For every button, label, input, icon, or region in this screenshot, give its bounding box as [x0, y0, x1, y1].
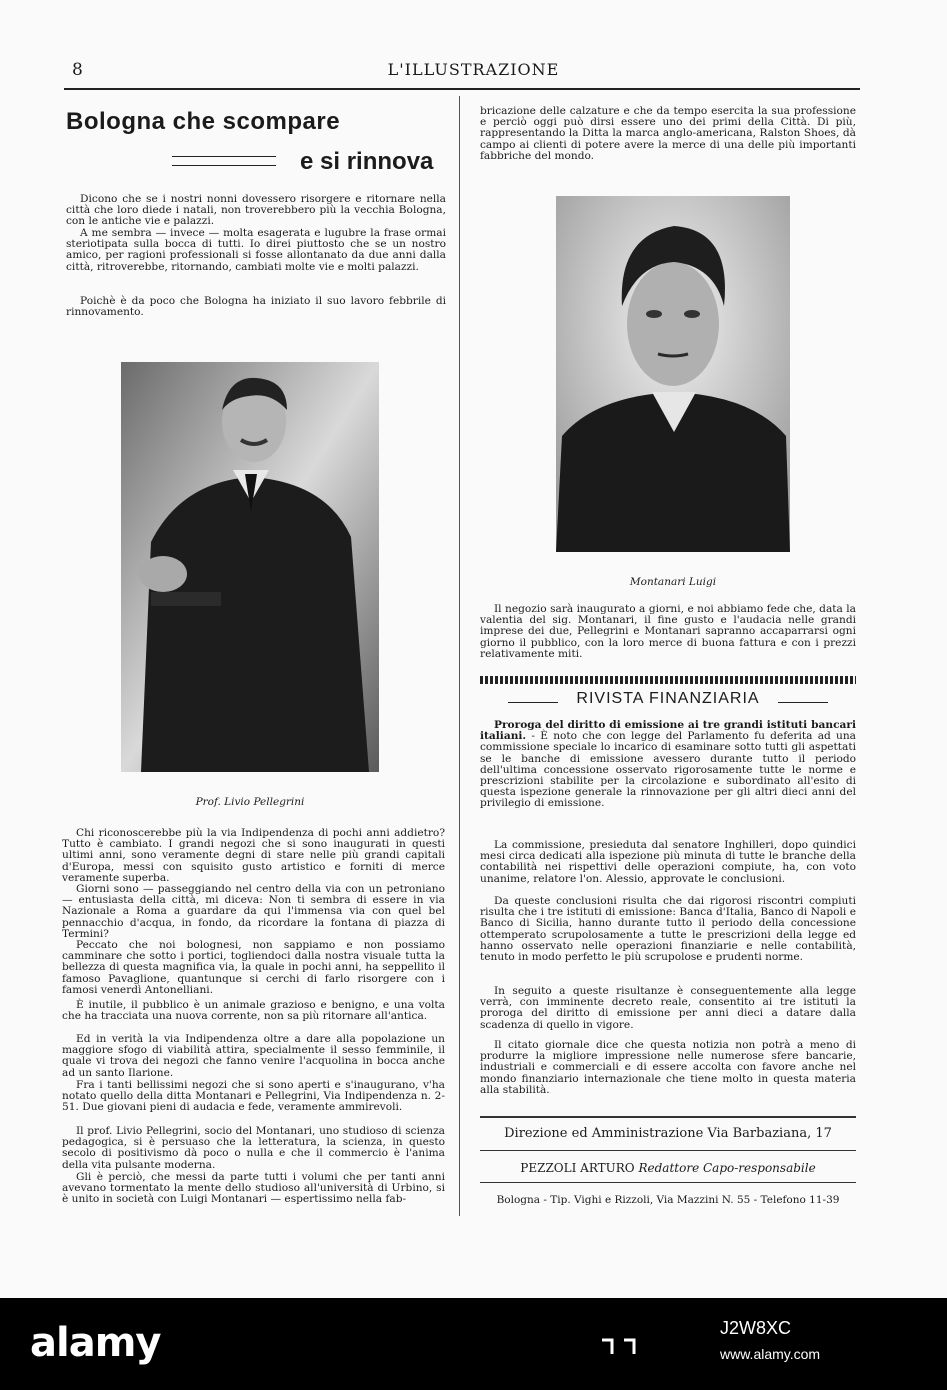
finance-heading: Proroga del diritto di emissione ai tre grandi istituti bancari italiani. [480, 719, 856, 743]
footer-rule-middle [480, 1150, 856, 1151]
portrait-illustration [121, 362, 379, 772]
portrait-illustration [556, 196, 790, 552]
finance-paragraph: La commissione, presieduta dal senatore Inghilleri, dopo quindici mesi circa dedicati alla ispezione più minuta di tutte le branche della contabilità nei rispettivi delle operazioni compiute, ha, con voto unanime, relatore l'on. Alessio, approvate le conclusioni. [480, 839, 856, 885]
body-paragraph: È inutile, il pubblico è un animale grazioso e benigno, e una volta che ha tracciata una nuova corrente, non sa più ritornare all'antica. [62, 999, 445, 1023]
title-rule-top [172, 156, 276, 157]
photo-caption-pellegrini: Prof. Livio Pellegrini [195, 796, 305, 808]
logo-trim-icon [600, 1336, 636, 1358]
title-rule-bottom [172, 165, 276, 166]
footer-printer: Bologna - Tip. Vighi e Rizzoli, Via Mazzini N. 55 - Telefono 11-39 [496, 1194, 840, 1206]
column-divider [459, 96, 460, 1216]
stock-logo: alamy [30, 1320, 161, 1366]
footer-rule-bottom [480, 1182, 856, 1183]
body-paragraph: Il prof. Livio Pellegrini, socio del Montanari, uno studioso di scienza pedagogica, si è persuaso che la letteratura, la scienza, in questo secolo di positivismo dà poco o nulla e che il commercio è l'anima della vita pulsante moderna. [62, 1125, 445, 1171]
article-title-line2: e si rinnova [300, 148, 434, 175]
article-title-line1: Bologna che scompare [66, 108, 341, 135]
footer-rule-top [480, 1116, 856, 1118]
stock-site-url: www.alamy.com [720, 1346, 821, 1362]
body-paragraph: Chi riconoscerebbe più la via Indipendenza di pochi anni addietro? Tutto è cambiato. I grandi negozi che si sono inaugurati in questi ultimi anni, sono veramente degni di stare nelle più grandi capitali d'Europa, messi con squisito gusto artistico e forniti di merce veramente superba. [62, 827, 445, 884]
portrait-photo-pellegrini [121, 362, 379, 772]
photo-caption-montanari: Montanari Luigi [629, 576, 717, 588]
intro-paragraph: Poichè è da poco che Bologna ha iniziato il suo lavoro febbrile di rinnovamento. [66, 295, 446, 319]
page-number: 8 [72, 60, 83, 80]
finance-paragraph: Da queste conclusioni risulta che dai rigorosi riscontri compiuti risulta che i tre istituti di emissione: Banca d'Italia, Banco di Napoli e Banco di Sicilia, hanno durante tutto il periodo della concessione ottemperato scrupolosamente a tutte le prescrizioni della legge ed hanno osservato nelle operazioni finanziarie e nelle contabilità, tenuto in modo perfetto le più scrupolose e prudenti norme. [480, 895, 856, 964]
editor-name: PEZZOLI ARTURO [520, 1161, 635, 1175]
finance-paragraph: Il citato giornale dice che questa notizia non potrà a meno di produrre la migliore impressione nelle numerose sfere bancarie, industriali e commerciali e di essere accolta con favore anche nel mondo finanziario internazionale che tiene molto in questa materia alla stabilità. [480, 1039, 856, 1096]
publication-header: L'ILLUSTRAZIONE [387, 60, 560, 79]
portrait-photo-montanari [556, 196, 790, 552]
stock-image-id: J2W8XC [720, 1318, 792, 1338]
finance-paragraph: Proroga del diritto di emissione ai tre grandi istituti bancari italiani. - È noto che con legge del Parlamento fu deferita ad una commissione speciale lo incarico di esaminare sotto tutti gli aspettati se le banche di emissione avessero durante tutto il periodo dell'ultima concessione osservato rigorosamente tutte le norme e prescrizioni stabilite per la circolazione e subordinato all'esito di questa ispezione generale la rinnovazione per gli altri dieci anni del privilegio di emissione. [480, 719, 857, 810]
ornamental-divider [480, 676, 856, 684]
body-paragraph: Gli è perciò, che messi da parte tutti i volumi che per tanti anni avevano tormentato la mente dello studioso all'università di Urbino, si è unito in società con Luigi Montanari — espertissimo nella fab- [62, 1171, 445, 1206]
body-paragraph: Ed in verità la via Indipendenza oltre a dare alla popolazione un maggiore sfogo di viabilità attira, specialmente il sesso femminile, il quale vi trova dei negozi che fanno venire l'acquolina in bocca anche ad un santo Ilarione. [62, 1033, 445, 1079]
after-photo-paragraph: Il negozio sarà inaugurato a giorni, e noi abbiamo fede che, data la valentia del sig. Montanari, il fine gusto e l'audacia nelle grandi imprese dei due, Pellegrini e Montanari sapranno accaparrarsi ogni giorno il pubblico, con la loro merce di buona fattura e con i prezzi relativamente miti. [480, 603, 856, 660]
footer-editor [480, 1161, 856, 1175]
editor-role: Redattore Capo-responsabile [638, 1161, 816, 1175]
continuation-paragraph: bricazione delle calzature e che da tempo esercita la sua professione e perciò oggi può dirsi essere uno dei primi della Città. Di più, rappresentando la Ditta la marca anglo-americana, Ralston Shoes, dà campo ai clienti di potere avere la merce di una delle più importanti fabbriche del mondo. [480, 105, 856, 162]
body-paragraph: Peccato che noi bolognesi, non sappiamo e non possiamo camminare che sotto i portici, togliendoci dalla nostra visuale tutta la bellezza di questa magnifica via, la quale in pochi anni, ha seppellito il famoso Pavaglione, quantunque si cerchi di farlo risorgere con i famosi venerdì Antonelliani. [62, 939, 445, 996]
finance-paragraph: In seguito a queste risultanze è conseguentemente alla legge verrà, con imminente decreto reale, consentito ai tre istituti la proroga del diritto di emissione per anni dieci a datare dalla scadenza di quello in vigore. [480, 985, 856, 1031]
intro-paragraph: Dicono che se i nostri nonni dovessero risorgere e ritornare nella città che loro diede i natali, non troverebbero più la vecchia Bologna, con le antiche vie e palazzi. [66, 193, 446, 228]
header-rule [64, 88, 860, 90]
section-title: RIVISTA FINANZIARIA [576, 690, 760, 707]
body-paragraph: Giorni sono — passeggiando nel centro della via con un petroniano — entusiasta della città, mi diceva: Non ti sembra di essere in via Nazionale a Roma a guardare da qui l'immensa via con quel bel pennacchio d'acqua, in fondo, da ricordare la fontana di piazza di Termini? [62, 883, 445, 940]
footer-direction: Direzione ed Amministrazione Via Barbaziana, 17 [504, 1126, 832, 1141]
body-paragraph: Fra i tanti bellissimi negozi che si sono aperti e s'inaugurano, v'ha notato quello della ditta Montanari e Pellegrini, Via Indipendenza n. 2-51. Due giovani pieni di audacia e fede, veramente ammirevoli. [62, 1079, 445, 1114]
intro-paragraph: A me sembra — invece — molta esagerata e lugubre la frase ormai steriotipata sulla bocca di tutti. Io direi piuttosto che se un nostro amico, per ragioni professionali si fosse allontanato da due anni dalla città, ritroverebbe, ritornando, cambiati molte vie e molti palazzi. [66, 227, 446, 273]
